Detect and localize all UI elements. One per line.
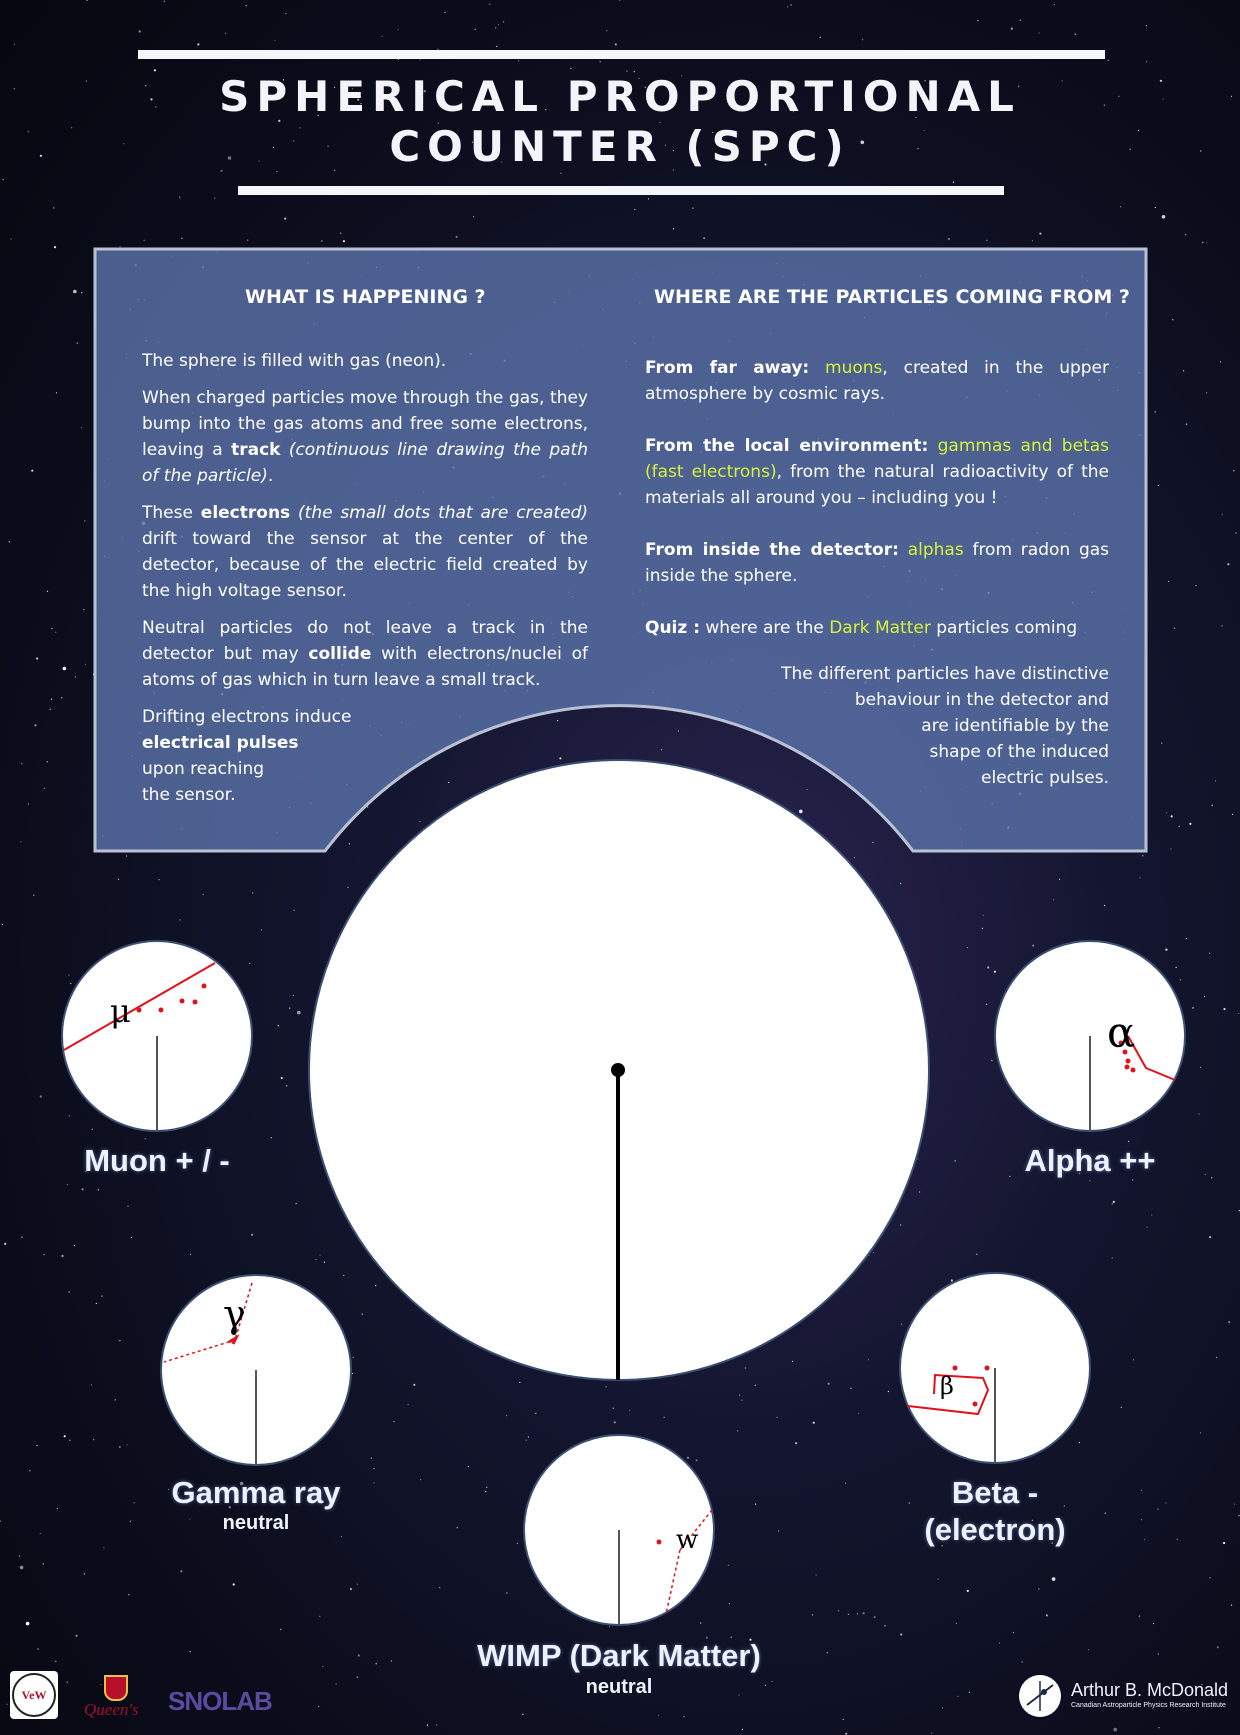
right-heading: WHERE ARE THE PARTICLES COMING FROM ? bbox=[654, 286, 1130, 308]
muon-label: Muon + / - bbox=[84, 1143, 230, 1178]
left-p5-line-1: Drifting electrons induce bbox=[142, 707, 352, 727]
right-paragraph-3 bbox=[645, 537, 1109, 589]
alpha-symbol: α bbox=[1107, 1008, 1136, 1057]
quiz-label: Quiz : bbox=[645, 618, 700, 638]
right-p3-text: from radon gas inside the sphere. bbox=[645, 540, 1110, 586]
right-p1-text: , created in the upper atmosphere by cosmic rays. bbox=[645, 358, 1109, 404]
quiz-end: particles coming bbox=[930, 618, 1078, 638]
right-paragraph-quiz bbox=[645, 615, 1109, 641]
title-line-1: SPHERICAL PROPORTIONAL bbox=[219, 72, 1021, 121]
right-p5-line-5: electric pulses. bbox=[981, 768, 1109, 788]
alpha-detector bbox=[995, 941, 1185, 1131]
right-p5-line-1: The different particles have distinctive bbox=[781, 664, 1109, 684]
left-p3-italic: (the small dots that are created) bbox=[290, 503, 588, 523]
left-p2-text: When charged particles move through the gas, they bump into the gas atoms and free some electrons, leaving a bbox=[142, 388, 588, 460]
gamma-detector bbox=[161, 1275, 351, 1465]
quiz-text: where are the bbox=[700, 618, 830, 638]
left-p4-bold: collide bbox=[308, 644, 372, 664]
wimp-sublabel: neutral bbox=[585, 1676, 653, 1698]
right-p2-highlight: gammas and betas (fast electrons) bbox=[645, 436, 1109, 482]
title-line-2: COUNTER (SPC) bbox=[389, 122, 851, 171]
left-p4-text: Neutral particles do not leave a track in the detector but may bbox=[142, 618, 588, 664]
mcdonald-emblem-icon bbox=[1019, 1675, 1061, 1717]
right-p3-highlight: alphas bbox=[907, 540, 964, 560]
beta-symbol: β bbox=[940, 1372, 954, 1400]
left-p5-line-3: upon reaching bbox=[142, 759, 265, 779]
gamma-label: Gamma ray bbox=[171, 1475, 341, 1510]
mcdonald-logo-name: Arthur B. McDonald bbox=[1071, 1680, 1229, 1700]
gamma-symbol: γ bbox=[223, 1292, 246, 1336]
vew-logo-text: VeW bbox=[21, 1687, 47, 1702]
left-paragraph-2 bbox=[142, 385, 588, 489]
right-p1-bold: From far away: bbox=[645, 358, 810, 378]
beta-detector bbox=[900, 1273, 1090, 1463]
mcdonald-logo-icon bbox=[1019, 1675, 1061, 1717]
right-p2-bold: From the local environment: bbox=[645, 436, 929, 456]
left-paragraph-1: The sphere is filled with gas (neon). bbox=[142, 351, 447, 371]
wimp-symbol: w bbox=[676, 1525, 699, 1555]
left-p3-end: drift toward the sensor at the center of the detector, because of the electric field created by the high voltage sensor. bbox=[142, 529, 588, 601]
left-column-text bbox=[142, 348, 588, 819]
left-p2-end: . bbox=[267, 466, 274, 486]
wimp-label: WIMP (Dark Matter) bbox=[477, 1638, 761, 1673]
right-paragraph-1 bbox=[645, 355, 1109, 407]
right-p5-line-2: behaviour in the detector and bbox=[854, 690, 1109, 710]
right-paragraph-2 bbox=[645, 433, 1109, 511]
snolab-logo-text: SNOLAB bbox=[168, 1686, 272, 1716]
left-p2-bold: track bbox=[231, 440, 281, 460]
left-p3-bold: electrons bbox=[200, 503, 291, 523]
left-p4-end: with electrons/nuclei of atoms of gas which in turn leave a small track. bbox=[142, 644, 588, 690]
left-p3-text: These bbox=[142, 503, 201, 523]
right-p5-line-3: are identifiable by the bbox=[921, 716, 1109, 736]
right-p5-line-4: shape of the induced bbox=[929, 742, 1109, 762]
beta-label-line-2: (electron) bbox=[924, 1512, 1066, 1547]
right-p2-text: , from the natural radioactivity of the materials all around you – including you ! bbox=[645, 462, 1109, 508]
right-column-text bbox=[645, 355, 1109, 791]
right-p3-bold: From inside the detector: bbox=[645, 540, 899, 560]
muon-detector bbox=[62, 941, 252, 1131]
gamma-sublabel: neutral bbox=[222, 1512, 290, 1534]
left-heading: WHAT IS HAPPENING ? bbox=[245, 286, 486, 308]
left-p5-line-4: the sensor. bbox=[142, 785, 236, 805]
main-sensor-ball bbox=[611, 1063, 625, 1077]
left-p5-line-2: electrical pulses bbox=[142, 733, 299, 753]
left-p2-italic: (continuous line drawing the path of the particle) bbox=[142, 440, 588, 486]
vew-logo bbox=[10, 1671, 58, 1719]
queens-logo-text: Queen's bbox=[84, 1700, 139, 1719]
queens-crest-icon bbox=[104, 1675, 128, 1701]
quiz-highlight: Dark Matter bbox=[829, 618, 931, 638]
mcdonald-logo-subtitle: Canadian Astroparticle Physics Research Institute bbox=[1071, 1702, 1226, 1709]
left-paragraph-4 bbox=[142, 615, 588, 693]
left-paragraph-5 bbox=[142, 704, 588, 808]
beta-label-line-1: Beta - bbox=[951, 1475, 1039, 1510]
alpha-label: Alpha ++ bbox=[1024, 1143, 1156, 1178]
right-paragraph-5 bbox=[645, 661, 1109, 791]
right-p1-highlight: muons bbox=[825, 358, 883, 378]
muon-symbol: μ bbox=[110, 992, 131, 1030]
left-paragraph-3 bbox=[142, 500, 588, 604]
